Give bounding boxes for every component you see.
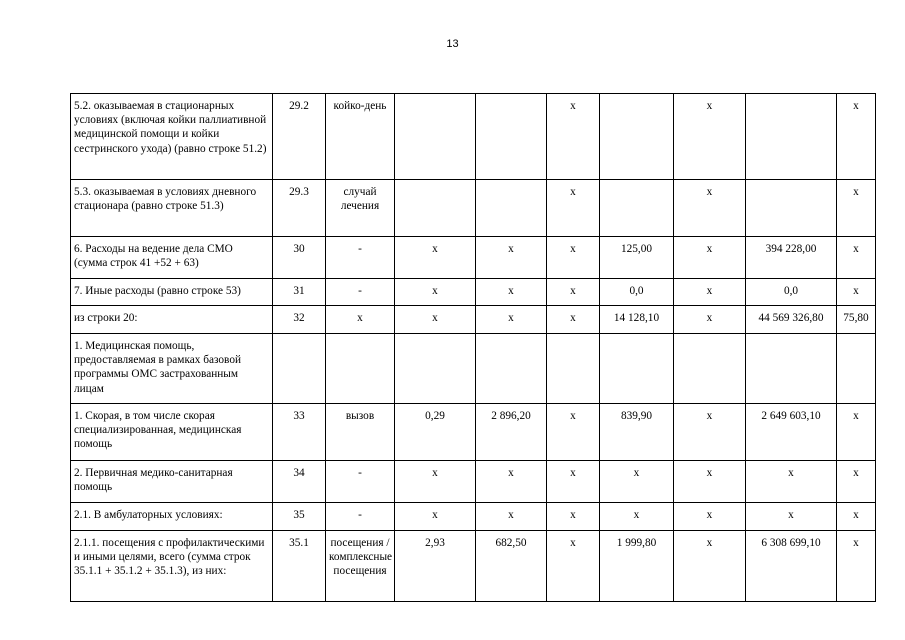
- cell: [600, 334, 674, 404]
- row-code: 33: [273, 404, 326, 461]
- cell: х: [746, 503, 837, 531]
- cell: х: [476, 461, 547, 503]
- cell: х: [547, 94, 600, 180]
- cell: 125,00: [600, 237, 674, 279]
- cell: [476, 180, 547, 237]
- cell: х: [395, 306, 476, 334]
- table-row: [71, 180, 876, 237]
- row-name: 5.3. оказываемая в условиях дневного стационара (равно строке 51.3): [71, 180, 273, 237]
- cell: х: [600, 461, 674, 503]
- cell: 1 999,80: [600, 531, 674, 602]
- cell: х: [476, 279, 547, 306]
- cell: [476, 334, 547, 404]
- cell: х: [476, 237, 547, 279]
- cell: [547, 334, 600, 404]
- row-name: 6. Расходы на ведение дела СМО (сумма строк 41 +52 + 63): [71, 237, 273, 279]
- row-code: 29.3: [273, 180, 326, 237]
- cell: 2 649 603,10: [746, 404, 837, 461]
- row-name: 2.1.1. посещения с профилактическими и иными целями, всего (сумма строк 35.1.1 + 35.1.2 + 35.1.3), из них:: [71, 531, 273, 602]
- cell: х: [674, 180, 746, 237]
- cell: х: [837, 531, 876, 602]
- row-unit: [326, 334, 395, 404]
- cell: х: [674, 404, 746, 461]
- cell: [395, 94, 476, 180]
- cell: х: [395, 237, 476, 279]
- cell: 2 896,20: [476, 404, 547, 461]
- cell: 682,50: [476, 531, 547, 602]
- cell: х: [837, 180, 876, 237]
- table-row: [71, 94, 876, 180]
- cell: х: [837, 279, 876, 306]
- cell: 6 308 699,10: [746, 531, 837, 602]
- page-number: 13: [446, 38, 459, 50]
- cell: 0,29: [395, 404, 476, 461]
- row-code: 34: [273, 461, 326, 503]
- cell: 75,80: [837, 306, 876, 334]
- cell: [600, 94, 674, 180]
- row-unit: вызов: [326, 404, 395, 461]
- row-code: 32: [273, 306, 326, 334]
- cell: [395, 180, 476, 237]
- table-row: [71, 503, 876, 531]
- cell: [746, 94, 837, 180]
- row-code: [273, 334, 326, 404]
- cell: [600, 180, 674, 237]
- row-name: 2.1. В амбулаторных условиях:: [71, 503, 273, 531]
- cell: [837, 334, 876, 404]
- cell: х: [674, 279, 746, 306]
- cell: х: [600, 503, 674, 531]
- row-unit: -: [326, 279, 395, 306]
- cell: х: [547, 306, 600, 334]
- cell: х: [547, 237, 600, 279]
- row-code: 35.1: [273, 531, 326, 602]
- table-body: [71, 94, 876, 602]
- row-code: 29.2: [273, 94, 326, 180]
- cell: [674, 334, 746, 404]
- cell: х: [674, 237, 746, 279]
- row-code: 31: [273, 279, 326, 306]
- table-row: [71, 531, 876, 602]
- row-name: 1. Скорая, в том числе скорая специализированная, медицинская помощь: [71, 404, 273, 461]
- cell: [395, 334, 476, 404]
- cell: х: [547, 279, 600, 306]
- row-unit: -: [326, 461, 395, 503]
- row-name: 5.2. оказываемая в стационарных условиях (включая койки паллиативной медицинской помощи и койки сестринского ухода) (равно строке 51.2): [71, 94, 273, 180]
- cell: х: [837, 503, 876, 531]
- cell: х: [476, 503, 547, 531]
- row-name: 1. Медицинская помощь, предоставляемая в рамках базовой программы ОМС застрахованным лицам: [71, 334, 273, 404]
- financing-table: [70, 93, 876, 602]
- table-row: [71, 279, 876, 306]
- cell: х: [547, 180, 600, 237]
- table-row: [71, 334, 876, 404]
- cell: х: [476, 306, 547, 334]
- cell: [746, 334, 837, 404]
- cell: х: [674, 503, 746, 531]
- cell: х: [395, 461, 476, 503]
- row-name: из строки 20:: [71, 306, 273, 334]
- table-row: [71, 404, 876, 461]
- row-code: 30: [273, 237, 326, 279]
- cell: х: [547, 404, 600, 461]
- cell: х: [547, 503, 600, 531]
- row-unit: случай лечения: [326, 180, 395, 237]
- cell: х: [395, 503, 476, 531]
- table-row: [71, 237, 876, 279]
- cell: 2,93: [395, 531, 476, 602]
- cell: [476, 94, 547, 180]
- cell: х: [547, 461, 600, 503]
- row-unit: койко-день: [326, 94, 395, 180]
- cell: х: [395, 279, 476, 306]
- cell: х: [547, 531, 600, 602]
- cell: 839,90: [600, 404, 674, 461]
- cell: 14 128,10: [600, 306, 674, 334]
- cell: х: [746, 461, 837, 503]
- row-name: 2. Первичная медико-санитарная помощь: [71, 461, 273, 503]
- row-unit: -: [326, 503, 395, 531]
- row-unit: х: [326, 306, 395, 334]
- cell: 0,0: [746, 279, 837, 306]
- row-name: 7. Иные расходы (равно строке 53): [71, 279, 273, 306]
- table-row: [71, 461, 876, 503]
- cell: х: [674, 94, 746, 180]
- row-unit: посещения /комплексные посещения: [326, 531, 395, 602]
- cell: х: [837, 94, 876, 180]
- cell: 0,0: [600, 279, 674, 306]
- table-row: [71, 306, 876, 334]
- cell: 394 228,00: [746, 237, 837, 279]
- cell: х: [837, 404, 876, 461]
- row-code: 35: [273, 503, 326, 531]
- cell: х: [837, 461, 876, 503]
- cell: х: [837, 237, 876, 279]
- cell: х: [674, 461, 746, 503]
- cell: х: [674, 306, 746, 334]
- cell: х: [674, 531, 746, 602]
- cell: [746, 180, 837, 237]
- row-unit: -: [326, 237, 395, 279]
- cell: 44 569 326,80: [746, 306, 837, 334]
